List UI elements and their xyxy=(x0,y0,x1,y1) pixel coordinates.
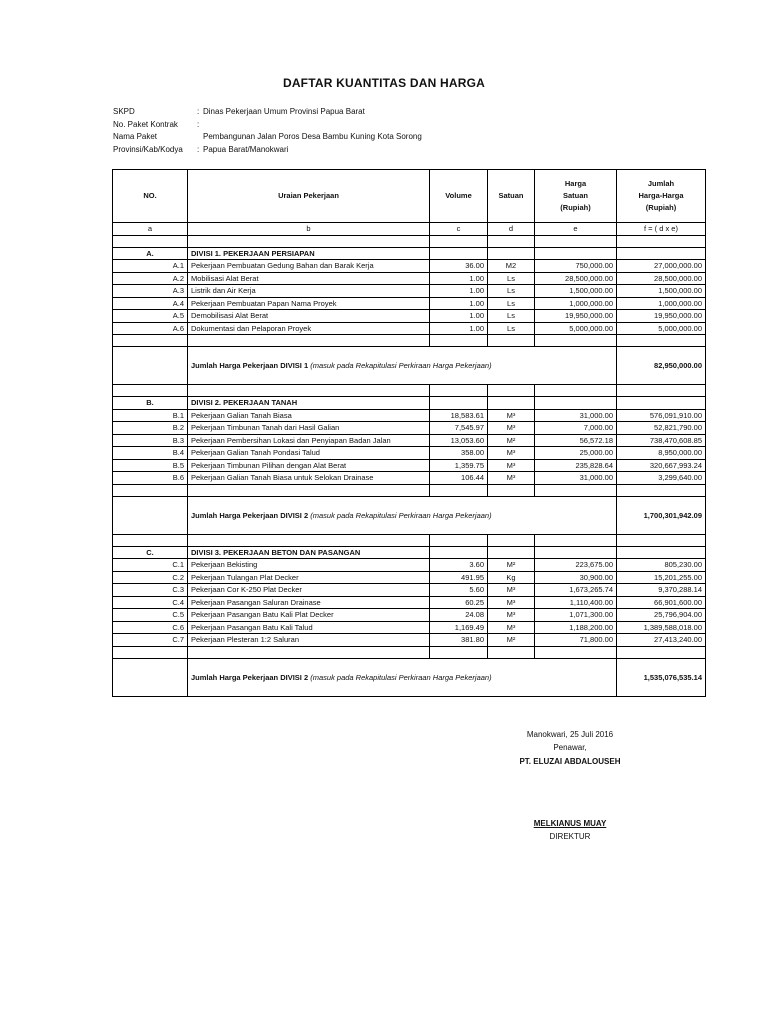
item-description: Pekerjaan Pasangan Batu Kali Talud xyxy=(188,621,430,634)
item-volume: 18,583.61 xyxy=(430,409,488,422)
sum-note: (masuk pada Rekapitulasi Perkiraan Harga Pekerjaan) xyxy=(310,672,492,682)
item-no: A.3 xyxy=(113,285,188,298)
item-total: 3,299,640.00 xyxy=(617,472,706,485)
blank-row xyxy=(113,484,706,496)
table-row xyxy=(113,272,706,285)
table-row xyxy=(113,434,706,447)
info-value: Dinas Pekerjaan Umum Provinsi Papua Barat xyxy=(203,107,365,116)
item-no: B.2 xyxy=(113,422,188,435)
header-harga-line: Harga xyxy=(564,179,587,188)
item-volume: 491.95 xyxy=(430,571,488,584)
empty-cell xyxy=(535,546,617,559)
item-description: Pekerjaan Pasangan Saluran Drainase xyxy=(188,596,430,609)
item-volume: 3.60 xyxy=(430,559,488,572)
item-unit: M³ xyxy=(488,584,535,597)
division-title: DIVISI 1. PEKERJAAN PERSIAPAN xyxy=(188,247,430,260)
sum-note: (masuk pada Rekapitulasi Perkiraan Harga Pekerjaan) xyxy=(310,361,492,370)
table-row xyxy=(113,559,706,572)
item-volume: 1.00 xyxy=(430,297,488,310)
item-description: Pekerjaan Galian Tanah Biasa xyxy=(188,409,430,422)
division-header-row xyxy=(113,247,706,260)
blank-cell xyxy=(113,646,188,658)
item-total: 5,000,000.00 xyxy=(617,322,706,335)
item-no: C.1 xyxy=(113,559,188,572)
division-sum-row xyxy=(113,496,706,534)
item-unit: M³ xyxy=(488,422,535,435)
sum-total: 1,700,301,942.09 xyxy=(617,496,706,534)
blank-cell xyxy=(188,484,430,496)
table-row xyxy=(113,571,706,584)
item-no: A.5 xyxy=(113,310,188,323)
item-description: Pekerjaan Pembuatan Gedung Bahan dan Barak Kerja xyxy=(188,260,430,273)
table-row xyxy=(113,285,706,298)
item-no: C.5 xyxy=(113,609,188,622)
item-unit-price: 28,500,000.00 xyxy=(535,272,617,285)
blank-cell xyxy=(488,646,535,658)
item-unit: Ls xyxy=(488,310,535,323)
signature-company: PT. ELUZAI ABDALOUSEH xyxy=(519,757,621,766)
info-label: Nama Paket xyxy=(113,132,158,142)
header-uraian: Uraian Pekerjaan xyxy=(188,170,430,223)
sum-label-cell xyxy=(188,496,617,534)
letter-cell: c xyxy=(430,223,488,236)
blank-cell xyxy=(617,235,706,247)
item-unit-price: 1,110,400.00 xyxy=(535,596,617,609)
item-description: Pekerjaan Pembuatan Papan Nama Proyek xyxy=(188,297,430,310)
sum-label-cell xyxy=(188,347,617,385)
sum-note: (masuk pada Rekapitulasi Perkiraan Harga Pekerjaan) xyxy=(310,510,492,520)
sum-total: 82,950,000.00 xyxy=(617,347,706,385)
sum-label: Jumlah Harga Pekerjaan DIVISI 1 xyxy=(191,361,309,370)
item-no: B.1 xyxy=(113,409,188,422)
empty-cell xyxy=(488,247,535,260)
header-no: NO. xyxy=(113,170,188,223)
item-unit: M³ xyxy=(488,609,535,622)
info-label: No. Paket Kontrak xyxy=(113,119,178,129)
item-total: 27,413,240.00 xyxy=(617,634,706,647)
blank-cell xyxy=(113,335,188,347)
item-total: 15,201,255.00 xyxy=(617,571,706,584)
item-description: Pekerjaan Galian Tanah Pondasi Talud xyxy=(188,447,430,460)
item-total: 27,000,000.00 xyxy=(617,260,706,273)
item-unit-price: 235,828.64 xyxy=(535,459,617,472)
header-harga-line: (Rupiah) xyxy=(560,203,591,212)
table-row xyxy=(113,472,706,485)
blank-row xyxy=(113,534,706,546)
table-row xyxy=(113,310,706,323)
item-unit: M³ xyxy=(488,596,535,609)
item-unit: M³ xyxy=(488,621,535,634)
item-total: 25,796,904.00 xyxy=(617,609,706,622)
header-volume: Volume xyxy=(430,170,488,223)
empty-cell xyxy=(488,397,535,410)
blank-cell xyxy=(617,484,706,496)
item-volume: 106.44 xyxy=(430,472,488,485)
item-description: Pekerjaan Cor K-250 Plat Decker xyxy=(188,584,430,597)
info-label: Provinsi/Kab/Kodya xyxy=(113,144,183,154)
division-sum-row xyxy=(113,347,706,385)
table-row xyxy=(113,459,706,472)
item-unit-price: 1,071,300.00 xyxy=(535,609,617,622)
blank-cell xyxy=(535,385,617,397)
item-unit: M² xyxy=(488,559,535,572)
item-unit-price: 1,188,200.00 xyxy=(535,621,617,634)
header-satuan: Satuan xyxy=(488,170,535,223)
blank-cell xyxy=(430,534,488,546)
item-unit: M² xyxy=(488,434,535,447)
item-volume: 7,545.97 xyxy=(430,422,488,435)
table-row xyxy=(113,596,706,609)
blank-cell xyxy=(488,484,535,496)
item-unit: Kg xyxy=(488,571,535,584)
table-header-row xyxy=(113,170,706,223)
item-unit-price: 25,000.00 xyxy=(535,447,617,460)
blank-cell xyxy=(430,335,488,347)
item-volume: 13,053.60 xyxy=(430,434,488,447)
signature-place-date: Manokwari, 25 Juli 2016 xyxy=(526,730,614,739)
info-colon: : xyxy=(197,107,200,116)
item-no: A.1 xyxy=(113,260,188,273)
division-header-row xyxy=(113,546,706,559)
item-unit-price: 5,000,000.00 xyxy=(535,322,617,335)
item-volume: 1.00 xyxy=(430,322,488,335)
blank-cell xyxy=(488,385,535,397)
empty-cell xyxy=(535,247,617,260)
item-volume: 1.00 xyxy=(430,285,488,298)
header-harga-satuan xyxy=(535,170,617,223)
item-unit-price: 31,000.00 xyxy=(535,409,617,422)
item-description: Pekerjaan Pembersihan Lokasi dan Penyiapan Badan Jalan xyxy=(188,434,430,447)
item-unit: Ls xyxy=(488,285,535,298)
blank-cell xyxy=(535,484,617,496)
header-jumlah-line: Jumlah xyxy=(647,179,675,188)
blank-cell xyxy=(188,335,430,347)
table-row xyxy=(113,584,706,597)
item-volume: 1.00 xyxy=(430,310,488,323)
blank-cell xyxy=(113,484,188,496)
item-description: Pekerjaan Galian Tanah Biasa untuk Selokan Drainase xyxy=(188,472,430,485)
division-code: A. xyxy=(113,247,188,260)
item-no: B.3 xyxy=(113,434,188,447)
item-unit-price: 30,900.00 xyxy=(535,571,617,584)
item-total: 576,091,910.00 xyxy=(617,409,706,422)
header-jumlah xyxy=(617,170,706,223)
item-description: Dokumentasi dan Pelaporan Proyek xyxy=(188,322,430,335)
item-description: Pekerjaan Tulangan Plat Decker xyxy=(188,571,430,584)
sum-total: 1,535,076,535.14 xyxy=(617,658,706,696)
table-row xyxy=(113,409,706,422)
item-unit: M³ xyxy=(488,447,535,460)
info-value: Papua Barat/Manokwari xyxy=(203,144,289,154)
info-row-province xyxy=(113,144,422,157)
item-unit: Ls xyxy=(488,297,535,310)
table-row xyxy=(113,322,706,335)
signature-title: DIREKTUR xyxy=(549,832,591,841)
item-unit: Ls xyxy=(488,322,535,335)
division-header-row xyxy=(113,397,706,410)
item-unit-price: 750,000.00 xyxy=(535,260,617,273)
column-letter-row xyxy=(113,223,706,236)
item-description: Listrik dan Air Kerja xyxy=(188,285,430,298)
sum-empty-cell xyxy=(113,347,188,385)
blank-cell xyxy=(188,534,430,546)
empty-cell xyxy=(488,546,535,559)
info-value: Pembangunan Jalan Poros Desa Bambu Kuning Kota Sorong xyxy=(203,132,422,142)
letter-cell: f = ( d x e) xyxy=(617,223,706,236)
table-row xyxy=(113,447,706,460)
empty-cell xyxy=(617,546,706,559)
item-volume: 1,359.75 xyxy=(430,459,488,472)
item-unit-price: 1,500,000.00 xyxy=(535,285,617,298)
item-no: C.4 xyxy=(113,596,188,609)
blank-cell xyxy=(617,385,706,397)
blank-row xyxy=(113,646,706,658)
blank-cell xyxy=(188,385,430,397)
blank-cell xyxy=(113,235,188,247)
item-volume: 60.25 xyxy=(430,596,488,609)
blank-cell xyxy=(535,534,617,546)
blank-cell xyxy=(430,646,488,658)
letter-cell: a xyxy=(113,223,188,236)
item-unit-price: 19,950,000.00 xyxy=(535,310,617,323)
empty-cell xyxy=(430,247,488,260)
info-label: SKPD xyxy=(113,107,135,116)
blank-cell xyxy=(617,646,706,658)
item-total: 1,500,000.00 xyxy=(617,285,706,298)
item-unit-price: 71,800.00 xyxy=(535,634,617,647)
blank-row xyxy=(113,235,706,247)
quantity-price-table xyxy=(112,169,706,697)
item-total: 8,950,000.00 xyxy=(617,447,706,460)
signature-name: MELKIANUS MUAY xyxy=(533,819,607,828)
project-info xyxy=(113,106,422,156)
info-colon: : xyxy=(197,119,200,129)
item-unit-price: 1,000,000.00 xyxy=(535,297,617,310)
item-no: A.4 xyxy=(113,297,188,310)
item-unit-price: 7,000.00 xyxy=(535,422,617,435)
item-no: C.6 xyxy=(113,621,188,634)
blank-cell xyxy=(535,235,617,247)
item-description: Pekerjaan Pasangan Batu Kali Plat Decker xyxy=(188,609,430,622)
item-no: C.7 xyxy=(113,634,188,647)
blank-cell xyxy=(113,534,188,546)
division-title: DIVISI 2. PEKERJAAN TANAH xyxy=(188,397,430,410)
letter-cell: d xyxy=(488,223,535,236)
blank-cell xyxy=(617,335,706,347)
item-total: 19,950,000.00 xyxy=(617,310,706,323)
division-sum-row xyxy=(113,658,706,696)
empty-cell xyxy=(430,397,488,410)
item-description: Pekerjaan Plesteran 1:2 Saluran xyxy=(188,634,430,647)
letter-cell: b xyxy=(188,223,430,236)
empty-cell xyxy=(617,397,706,410)
item-volume: 381.80 xyxy=(430,634,488,647)
division-code: B. xyxy=(113,397,188,410)
sum-label-cell xyxy=(188,658,617,696)
item-total: 28,500,000.00 xyxy=(617,272,706,285)
item-volume: 1.00 xyxy=(430,272,488,285)
blank-cell xyxy=(488,235,535,247)
item-description: Pekerjaan Timbunan Pilihan dengan Alat Berat xyxy=(188,459,430,472)
info-row-skpd xyxy=(113,106,422,119)
item-unit: M² xyxy=(488,634,535,647)
item-total: 9,370,288.14 xyxy=(617,584,706,597)
info-row-package xyxy=(113,131,422,144)
blank-cell xyxy=(617,534,706,546)
item-description: Demobilisasi Alat Berat xyxy=(188,310,430,323)
item-no: A.2 xyxy=(113,272,188,285)
item-total: 1,000,000.00 xyxy=(617,297,706,310)
blank-cell xyxy=(188,646,430,658)
blank-cell xyxy=(188,235,430,247)
division-code: C. xyxy=(113,546,188,559)
item-volume: 5.60 xyxy=(430,584,488,597)
item-unit: Ls xyxy=(488,272,535,285)
blank-cell xyxy=(113,385,188,397)
sum-label: Jumlah Harga Pekerjaan DIVISI 2 xyxy=(191,510,309,520)
header-harga-line: Satuan xyxy=(562,191,588,200)
blank-cell xyxy=(535,335,617,347)
info-colon: : xyxy=(197,144,200,154)
blank-cell xyxy=(430,484,488,496)
blank-cell xyxy=(430,235,488,247)
item-description: Pekerjaan Bekisting xyxy=(188,559,430,572)
table-row xyxy=(113,621,706,634)
item-total: 738,470,608.85 xyxy=(617,434,706,447)
signature-role: Penawar, xyxy=(553,743,587,752)
blank-cell xyxy=(535,646,617,658)
table-row xyxy=(113,634,706,647)
division-title: DIVISI 3. PEKERJAAN BETON DAN PASANGAN xyxy=(188,546,430,559)
item-description: Pekerjaan Timbunan Tanah dari Hasil Galian xyxy=(188,422,430,435)
item-volume: 24.08 xyxy=(430,609,488,622)
item-unit: M2 xyxy=(488,260,535,273)
header-jumlah-line: (Rupiah) xyxy=(645,203,677,212)
item-no: B.6 xyxy=(113,472,188,485)
sum-empty-cell xyxy=(113,658,188,696)
item-volume: 1,169.49 xyxy=(430,621,488,634)
item-volume: 358.00 xyxy=(430,447,488,460)
item-unit-price: 31,000.00 xyxy=(535,472,617,485)
blank-cell xyxy=(430,385,488,397)
blank-row xyxy=(113,385,706,397)
item-unit: M³ xyxy=(488,409,535,422)
document-title: DAFTAR KUANTITAS DAN HARGA xyxy=(282,76,486,90)
item-total: 1,389,588,018.00 xyxy=(617,621,706,634)
blank-row xyxy=(113,335,706,347)
item-volume: 36.00 xyxy=(430,260,488,273)
item-unit-price: 56,572.18 xyxy=(535,434,617,447)
item-no: A.6 xyxy=(113,322,188,335)
item-description: Mobilisasi Alat Berat xyxy=(188,272,430,285)
sum-empty-cell xyxy=(113,496,188,534)
item-unit-price: 1,673,265.74 xyxy=(535,584,617,597)
empty-cell xyxy=(430,546,488,559)
item-total: 320,667,993.24 xyxy=(617,459,706,472)
table-row xyxy=(113,609,706,622)
item-unit: M³ xyxy=(488,472,535,485)
item-unit: M³ xyxy=(488,459,535,472)
blank-cell xyxy=(488,335,535,347)
item-total: 66,901,600.00 xyxy=(617,596,706,609)
table-row xyxy=(113,260,706,273)
table-row xyxy=(113,422,706,435)
item-no: B.5 xyxy=(113,459,188,472)
item-unit-price: 223,675.00 xyxy=(535,559,617,572)
empty-cell xyxy=(535,397,617,410)
header-jumlah-line: Harga-Harga xyxy=(638,191,684,200)
item-no: B.4 xyxy=(113,447,188,460)
letter-cell: e xyxy=(535,223,617,236)
info-row-contract xyxy=(113,119,422,132)
sum-label: Jumlah Harga Pekerjaan DIVISI 2 xyxy=(191,672,309,682)
empty-cell xyxy=(617,247,706,260)
item-no: C.3 xyxy=(113,584,188,597)
item-total: 52,821,790.00 xyxy=(617,422,706,435)
item-total: 805,230.00 xyxy=(617,559,706,572)
item-no: C.2 xyxy=(113,571,188,584)
blank-cell xyxy=(488,534,535,546)
table-row xyxy=(113,297,706,310)
